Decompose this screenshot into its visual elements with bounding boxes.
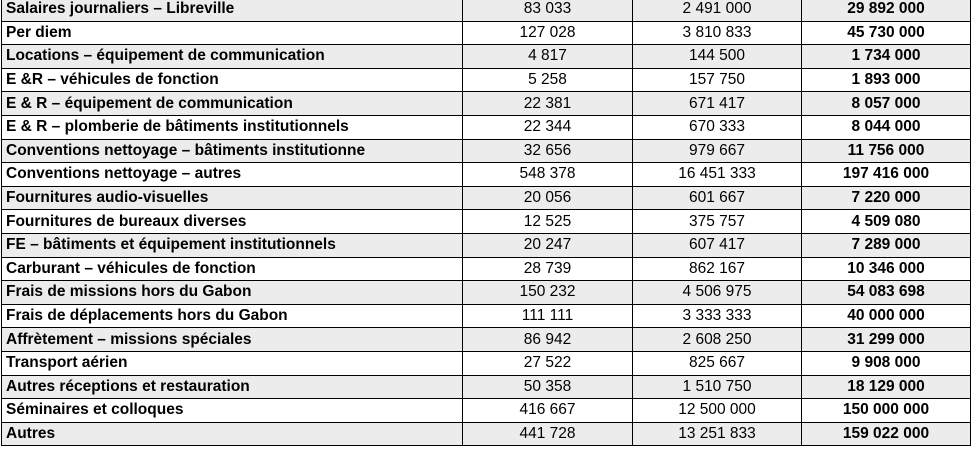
table-row: [2, 92, 971, 116]
row-value-1: 22 381: [463, 92, 633, 116]
table-row: [2, 21, 971, 45]
row-value-1: 28 739: [463, 257, 633, 281]
row-total: 7 289 000: [802, 233, 971, 257]
row-value-2: 607 417: [633, 233, 802, 257]
row-label: Séminaires et colloques: [2, 399, 463, 423]
row-value-1: 20 056: [463, 186, 633, 210]
row-value-2: 4 506 975: [633, 281, 802, 305]
row-value-2: 862 167: [633, 257, 802, 281]
table-row: [2, 0, 971, 21]
row-value-2: 3 810 833: [633, 21, 802, 45]
row-value-1: 5 258: [463, 68, 633, 92]
row-total: 11 756 000: [802, 139, 971, 163]
row-label: Salaires journaliers – Libreville: [2, 0, 463, 21]
row-total: 8 044 000: [802, 115, 971, 139]
row-label: Transport aérien: [2, 351, 463, 375]
table-row: [2, 186, 971, 210]
row-label: Carburant – véhicules de fonction: [2, 257, 463, 281]
row-value-1: 83 033: [463, 0, 633, 21]
row-total: 1 893 000: [802, 68, 971, 92]
row-value-1: 27 522: [463, 351, 633, 375]
row-value-2: 144 500: [633, 45, 802, 69]
row-value-1: 20 247: [463, 233, 633, 257]
row-value-2: 671 417: [633, 92, 802, 116]
table-row: [2, 68, 971, 92]
row-label: Frais de déplacements hors du Gabon: [2, 304, 463, 328]
row-label: E & R – plomberie de bâtiments institutionnels: [2, 115, 463, 139]
table-row: [2, 257, 971, 281]
row-total: 1 734 000: [802, 45, 971, 69]
row-total: 4 509 080: [802, 210, 971, 234]
row-label: Per diem: [2, 21, 463, 45]
row-total: 18 129 000: [802, 375, 971, 399]
row-value-2: 1 510 750: [633, 375, 802, 399]
row-value-2: 375 757: [633, 210, 802, 234]
table-row: [2, 233, 971, 257]
row-value-2: 13 251 833: [633, 422, 802, 446]
row-label: Autres: [2, 422, 463, 446]
row-value-2: 601 667: [633, 186, 802, 210]
row-value-1: 86 942: [463, 328, 633, 352]
table-row: [2, 210, 971, 234]
row-value-1: 22 344: [463, 115, 633, 139]
row-label: Autres réceptions et restauration: [2, 375, 463, 399]
row-label: Frais de missions hors du Gabon: [2, 281, 463, 305]
table-row: [2, 399, 971, 423]
row-total: 29 892 000: [802, 0, 971, 21]
table-row: [2, 328, 971, 352]
row-total: 8 057 000: [802, 92, 971, 116]
table-row: [2, 422, 971, 446]
row-total: 9 908 000: [802, 351, 971, 375]
row-total: 197 416 000: [802, 163, 971, 187]
budget-table: [1, 0, 971, 446]
row-label: FE – bâtiments et équipement institutionnels: [2, 233, 463, 257]
row-total: 159 022 000: [802, 422, 971, 446]
row-label: Conventions nettoyage – autres: [2, 163, 463, 187]
table-row: [2, 163, 971, 187]
row-label: Affrètement – missions spéciales: [2, 328, 463, 352]
row-total: 40 000 000: [802, 304, 971, 328]
row-value-2: 16 451 333: [633, 163, 802, 187]
row-value-1: 111 111: [463, 304, 633, 328]
table-row: [2, 139, 971, 163]
row-total: 45 730 000: [802, 21, 971, 45]
row-total: 31 299 000: [802, 328, 971, 352]
row-value-2: 2 608 250: [633, 328, 802, 352]
row-total: 10 346 000: [802, 257, 971, 281]
row-total: 7 220 000: [802, 186, 971, 210]
row-value-1: 441 728: [463, 422, 633, 446]
row-value-1: 548 378: [463, 163, 633, 187]
row-total: 150 000 000: [802, 399, 971, 423]
row-value-1: 416 667: [463, 399, 633, 423]
row-value-2: 825 667: [633, 351, 802, 375]
row-value-1: 50 358: [463, 375, 633, 399]
row-value-1: 127 028: [463, 21, 633, 45]
table-row: [2, 115, 971, 139]
row-value-1: 150 232: [463, 281, 633, 305]
table-row: [2, 304, 971, 328]
budget-table-body: [2, 0, 971, 446]
row-label: Fournitures audio-visuelles: [2, 186, 463, 210]
row-value-2: 670 333: [633, 115, 802, 139]
table-row: [2, 45, 971, 69]
row-value-2: 157 750: [633, 68, 802, 92]
row-value-1: 4 817: [463, 45, 633, 69]
table-row: [2, 281, 971, 305]
row-total: 54 083 698: [802, 281, 971, 305]
row-value-1: 32 656: [463, 139, 633, 163]
row-label: Conventions nettoyage – bâtiments institutionne: [2, 139, 463, 163]
table-row: [2, 351, 971, 375]
row-value-2: 12 500 000: [633, 399, 802, 423]
row-value-2: 979 667: [633, 139, 802, 163]
row-value-2: 2 491 000: [633, 0, 802, 21]
row-value-1: 12 525: [463, 210, 633, 234]
row-value-2: 3 333 333: [633, 304, 802, 328]
row-label: Locations – équipement de communication: [2, 45, 463, 69]
row-label: Fournitures de bureaux diverses: [2, 210, 463, 234]
table-row: [2, 375, 971, 399]
row-label: E & R – équipement de communication: [2, 92, 463, 116]
row-label: E &R – véhicules de fonction: [2, 68, 463, 92]
